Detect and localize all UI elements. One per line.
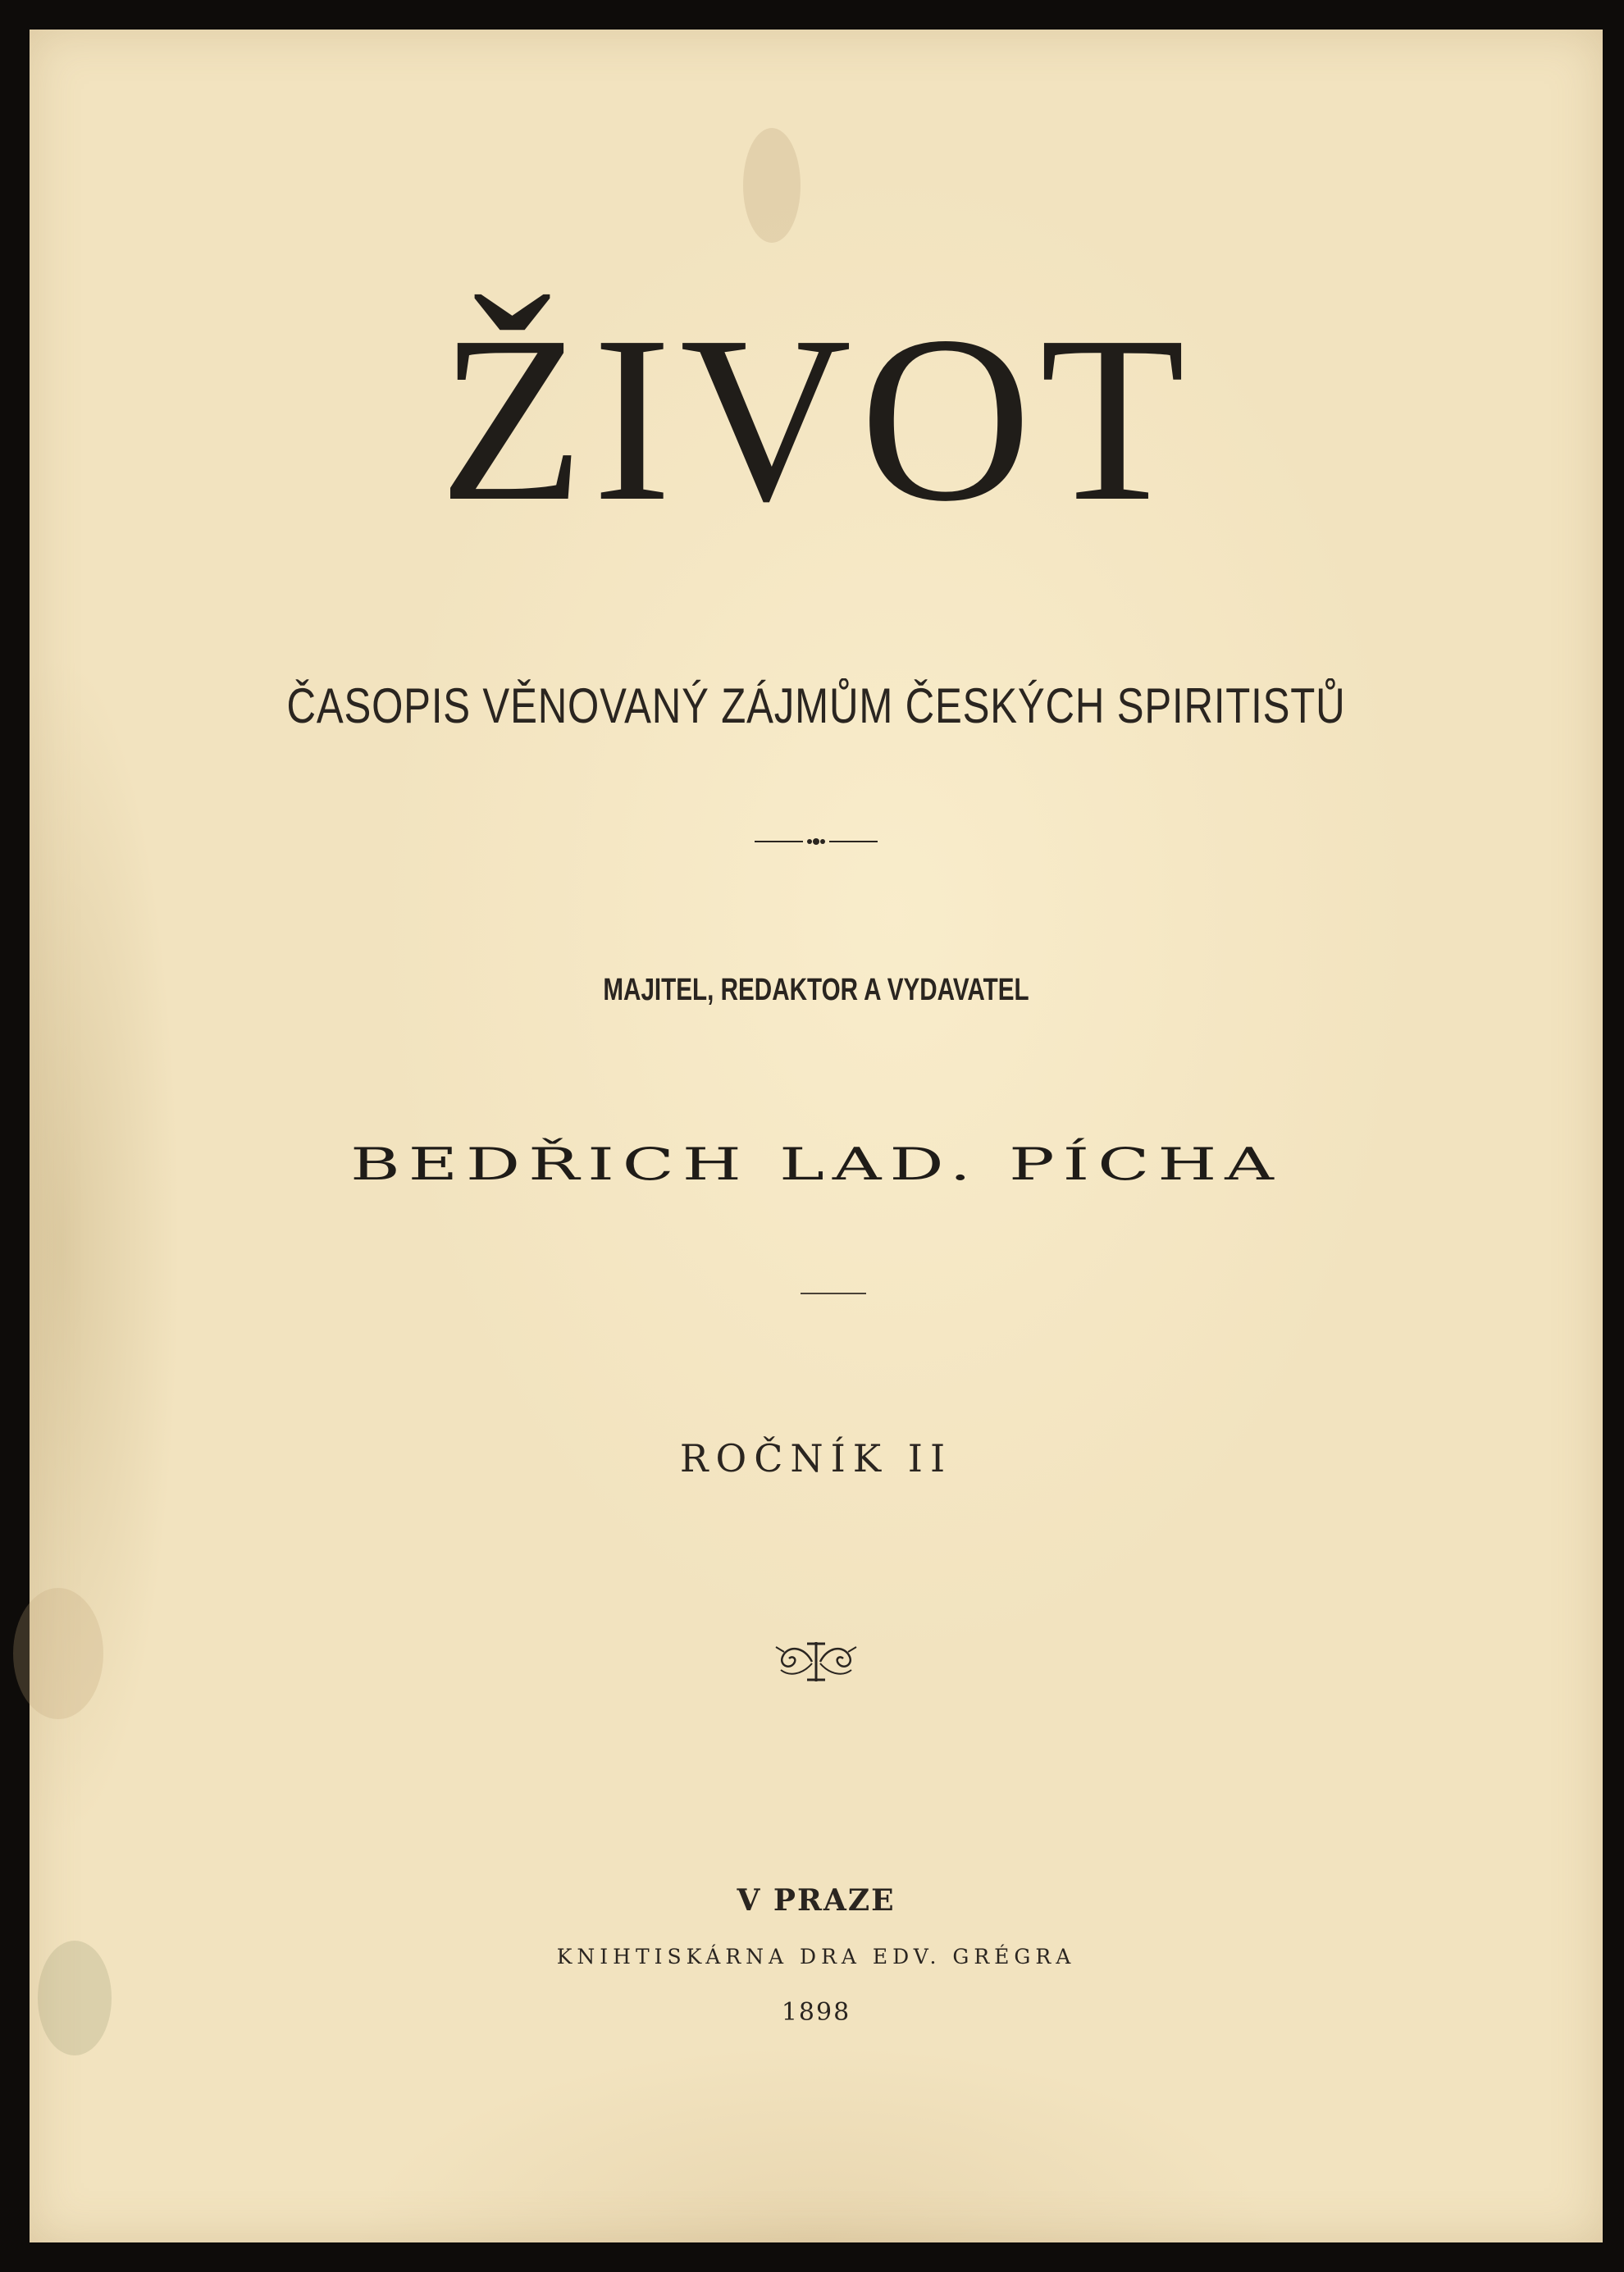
ornament-divider xyxy=(30,829,1603,854)
imprint-year: 1898 xyxy=(781,1998,851,2027)
journal-title: ŽIVOT xyxy=(439,287,1193,550)
page-stain xyxy=(743,128,801,243)
divider-rule xyxy=(801,1293,866,1294)
volume-label: ROČNÍK II xyxy=(679,1436,953,1480)
flourish-icon xyxy=(771,1637,861,1686)
ornament-divider-icon xyxy=(750,829,882,854)
imprint-printer: KNIHTISKÁRNA DRA EDV. GRÉGRA xyxy=(556,1945,1076,1969)
journal-subtitle: ČASOPIS VĚNOVANÝ ZÁJMŮM ČESKÝCH SPIRITISTŮ xyxy=(286,678,1346,733)
author-name: BEDŘICH LAD. PÍCHA xyxy=(350,1138,1282,1191)
imprint-place: V PRAZE xyxy=(737,1883,896,1918)
ornament-flourish xyxy=(30,1637,1603,1686)
owner-label: MAJITEL, REDAKTOR A VYDAVATEL xyxy=(603,973,1029,1007)
title-page xyxy=(30,30,1603,2242)
